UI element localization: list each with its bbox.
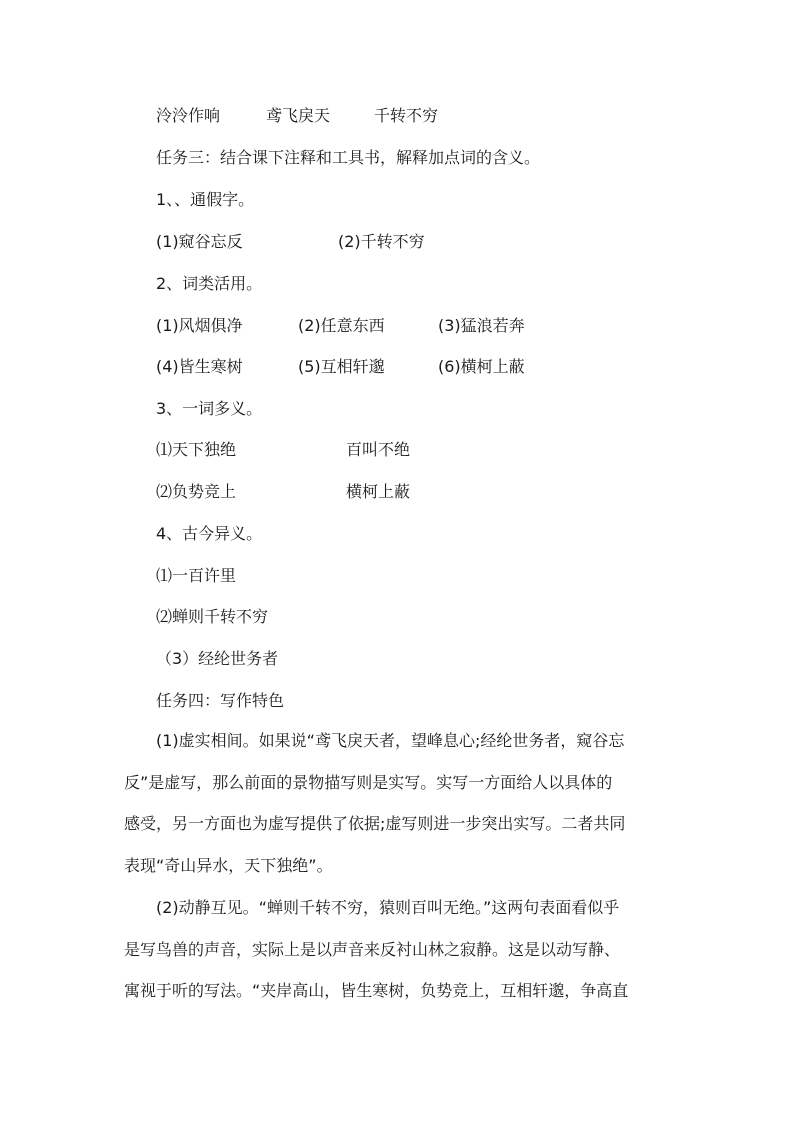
section4-heading: 4、古今异义。	[156, 524, 263, 543]
vocab-item: 鸢飞戾天	[266, 106, 331, 125]
paragraph-line: (1)虚实相间。如果说“鸢飞戾天者，望峰息心;经纶世务者，窥谷忘	[156, 731, 625, 750]
list-item: (4)皆生寒树	[156, 357, 243, 376]
paragraph-line: (2)动静互见。“蝉则千转不穷，猿则百叫无绝。”这两句表面看似乎	[156, 898, 620, 917]
list-item: ⑴一百许里	[156, 566, 237, 585]
task3-heading: 任务三：结合课下注释和工具书，解释加点词的含义。	[156, 148, 541, 167]
paragraph-motion-stillness	[124, 887, 686, 1012]
list-item: (1)窥谷忘反	[156, 232, 243, 251]
paragraph-line: 是写鸟兽的声音，实际上是以声音来反衬山林之寂静。这是以动写静、	[124, 939, 621, 959]
list-item: (3)猛浪若奔	[438, 316, 525, 335]
section2-heading: 2、词类活用。	[156, 274, 263, 293]
task4-heading: 任务四：写作特色	[156, 691, 285, 710]
list-item: （3）经纶世务者	[156, 649, 279, 668]
paragraph-line: 寓视于听的写法。“夹岸高山，皆生寒树，负势竞上，互相轩邈，争高直	[124, 981, 629, 1001]
list-item: ⑵蝉则千转不穷	[156, 607, 269, 626]
list-item: ⑵负势竞上	[156, 482, 237, 501]
list-item: (1)风烟俱净	[156, 316, 243, 335]
paragraph-line: 感受，另一方面也为虚写提供了依据;虚写则进一步突出实写。二者共同	[124, 814, 626, 834]
list-item: (6)横柯上蔽	[438, 357, 525, 376]
list-item: 横柯上蔽	[346, 482, 411, 501]
list-item: (5)互相轩邈	[298, 357, 385, 376]
section3-heading: 3、一词多义。	[156, 399, 263, 418]
list-item: (2)千转不穷	[338, 232, 425, 251]
paragraph-line: 反”是虚写，那么前面的景物描写则是实写。实写一方面给人以具体的	[124, 772, 613, 792]
vocab-item: 泠泠作响	[156, 106, 221, 125]
list-item: 百叫不绝	[346, 440, 411, 459]
paragraph-line: 表现“奇山异水，天下独绝”。	[124, 855, 333, 875]
list-item: ⑴天下独绝	[156, 440, 237, 459]
list-item: (2)任意东西	[298, 316, 385, 335]
section1-heading: 1、、通假字。	[156, 190, 255, 209]
vocab-item: 千转不穷	[374, 106, 439, 125]
paragraph-virtual-real	[124, 720, 686, 886]
